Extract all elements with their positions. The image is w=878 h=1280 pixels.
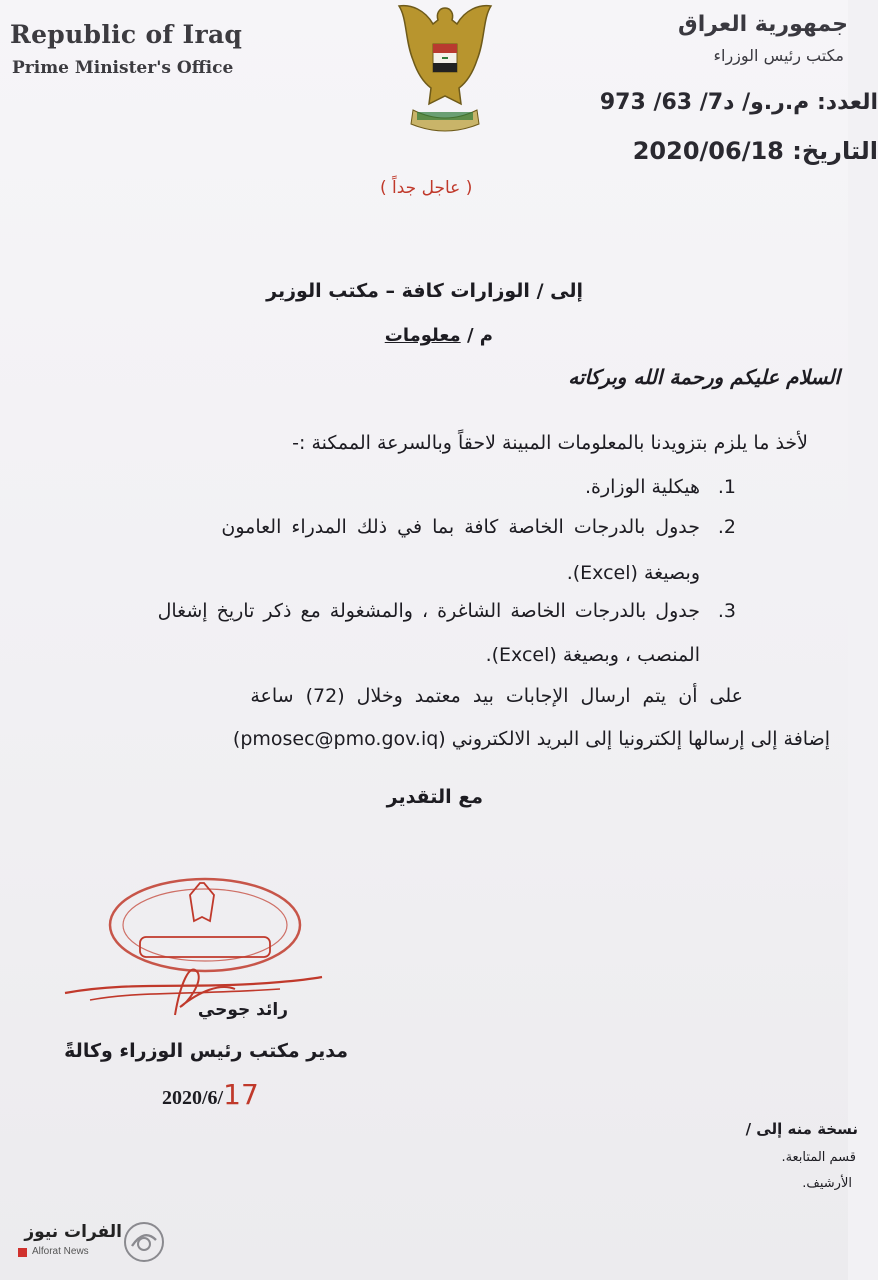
signature-date xyxy=(162,1078,259,1111)
regards: مع التقدير xyxy=(386,786,483,808)
copies-heading: نسخة منه إلى / xyxy=(745,1120,858,1138)
intro-text: لأخذ ما يلزم بتزويدنا بالمعلومات المبينة لاحقاً وبالسرعة الممكنة :- xyxy=(292,432,808,454)
letterhead-ar-country: جمهورية العراق xyxy=(678,12,848,37)
date-value: 2020/06/18 xyxy=(632,137,784,165)
ref-label: العدد: xyxy=(816,90,878,115)
signature-date-handwritten: 17 xyxy=(223,1078,259,1111)
subject-prefix: م / xyxy=(466,325,493,346)
greeting: السلام عليكم ورحمة الله وبركاته xyxy=(568,365,840,389)
ref-value: م.ر.و/ د7/ 63/ 973 xyxy=(599,90,810,115)
closing-line-2: إضافة إلى إرسالها إلكترونيا إلى البريد الالكتروني (pmosec@pmo.gov.iq) xyxy=(232,728,830,750)
official-stamp-icon xyxy=(60,865,330,1025)
signature-date-printed: 2020/6/ xyxy=(162,1087,224,1109)
addressee: إلى / الوزارات كافة – مكتب الوزير xyxy=(266,280,583,302)
letterhead-ar-office: مكتب رئيس الوزراء xyxy=(713,46,844,65)
list-item-2-number: 2. xyxy=(717,516,736,538)
copies-line-2: الأرشيف. xyxy=(802,1176,852,1191)
list-item-2-text-cont: وبصيغة (Excel). xyxy=(566,562,700,584)
signatory-name: رائد جوحي xyxy=(197,1000,288,1020)
list-item-1-text: هيكلية الوزارة. xyxy=(584,476,700,498)
signatory-title: مدير مكتب رئيس الوزراء وكالةً xyxy=(64,1040,348,1062)
letterhead-en-country: Republic of Iraq xyxy=(10,20,243,49)
urgent-mark: ( عاجل جداً ) xyxy=(380,178,473,198)
watermark-ar: الفرات نيوز xyxy=(24,1222,122,1242)
watermark-red-square-icon xyxy=(18,1248,27,1257)
letterhead-en-office: Prime Minister's Office xyxy=(12,58,234,78)
closing-line-1: على أن يتم ارسال الإجابات بيد معتمد وخلال (72) ساعة xyxy=(250,685,743,707)
list-item-2-text: جدول بالدرجات الخاصة كافة بما في ذلك المدراء العامون xyxy=(221,516,700,538)
date-label: التاريخ: xyxy=(792,137,878,165)
reference-number xyxy=(600,90,878,115)
alforat-logo-icon xyxy=(122,1220,166,1264)
list-item-1-number: 1. xyxy=(717,476,736,498)
iraq-emblem-icon xyxy=(395,0,495,138)
list-item-3-text: جدول بالدرجات الخاصة الشاغرة ، والمشغولة مع ذكر تاريخ إشغال xyxy=(157,600,700,622)
watermark-en: Alforat News xyxy=(32,1246,89,1257)
subject-line xyxy=(385,325,493,346)
list-item-3-text-cont: المنصب ، وبصيغة (Excel). xyxy=(485,644,700,666)
alforat-news-watermark xyxy=(14,1220,174,1270)
letter-date xyxy=(633,137,878,165)
subject-title: معلومات xyxy=(384,325,461,346)
list-item-3-number: 3. xyxy=(717,600,736,622)
copies-line-1: قسم المتابعة. xyxy=(781,1150,856,1165)
